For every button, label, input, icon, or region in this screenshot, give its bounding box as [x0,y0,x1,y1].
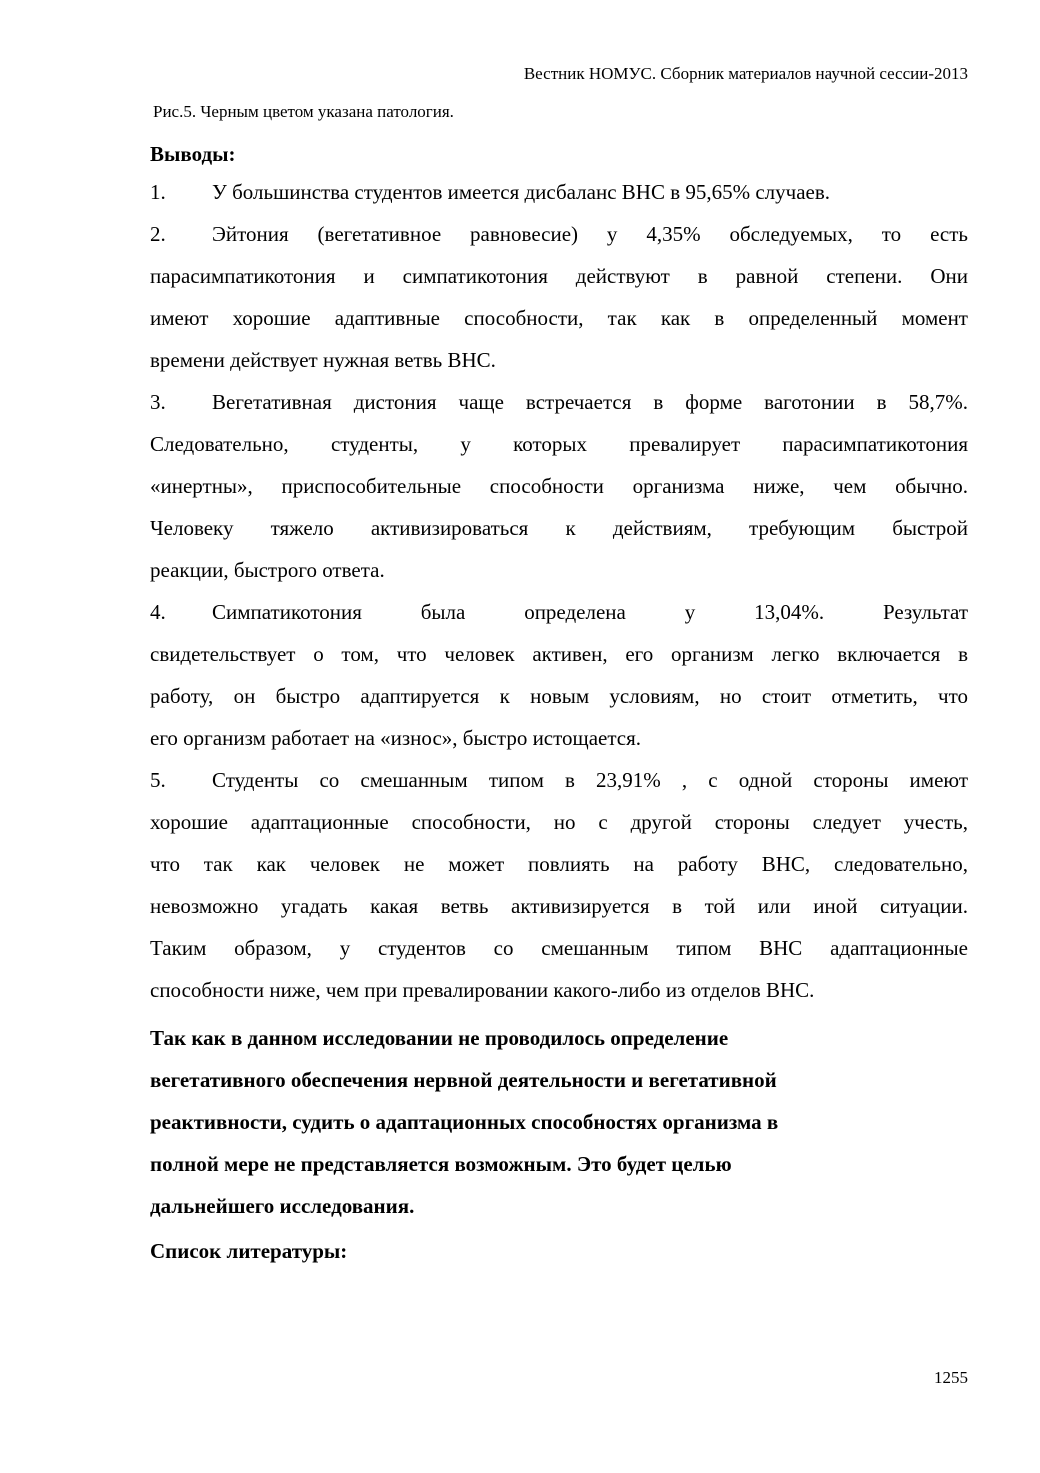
list-item-line: «инертны», приспособительные способности организма ниже, чем обычно. [150,474,968,498]
closing-line: реактивности, судить о адаптационных способностях организма в [150,1110,779,1134]
conclusions-heading: Выводы: [150,142,236,166]
list-item-line: времени действует нужная ветвь ВНС. [150,348,496,372]
list-item [150,591,968,759]
closing-line: Так как в данном исследовании не проводилось определение [150,1026,729,1050]
conclusions-list [150,171,968,1011]
references-heading: Список литературы: [150,1239,348,1263]
list-item-line: Следовательно, студенты, у которых превалирует парасимпатикотония [150,432,968,456]
list-item-line: способности ниже, чем при превалировании какого-либо из отделов ВНС. [150,978,815,1002]
list-item [150,213,968,381]
closing-statement [150,1017,910,1227]
list-item-number: 5. [150,768,166,792]
running-header: Вестник НОМУС. Сборник материалов научной сессии-2013 [523,64,968,83]
closing-line: вегетативного обеспечения нервной деятельности и вегетативной [150,1068,777,1092]
list-item-line: работу, он быстро адаптируется к новым условиям, но стоит отметить, что [150,684,968,708]
list-item-line: 5. Студенты со смешанным типом в 23,91% , с одной стороны имеют [150,759,968,801]
list-item-line: 4. Симпатикотония была определена у 13,04%. Результат [150,591,968,633]
list-item-line: 3. Вегетативная дистония чаще встречается в форме ваготонии в 58,7%. [150,381,968,423]
list-item-number: 4. [150,600,166,624]
list-item-line: Человеку тяжело активизироваться к действиям, требующим быстрой [150,516,968,540]
list-item-line: хорошие адаптационные способности, но с другой стороны следует учесть, [150,810,968,834]
closing-line: дальнейшего исследования. [150,1194,415,1218]
list-item-line: имеют хорошие адаптивные способности, так как в определенный момент [150,306,968,330]
list-item-number: 2. [150,222,166,246]
list-item-line: его организм работает на «износ», быстро истощается. [150,726,641,750]
list-item-number: 1. [150,180,166,204]
list-item-line: 1. У большинства студентов имеется дисбаланс ВНС в 95,65% случаев. [150,171,968,213]
list-item-line: реакции, быстрого ответа. [150,558,385,582]
list-item-line: свидетельствует о том, что человек активен, его организм легко включается в [150,642,968,666]
list-item [150,759,968,1011]
page-number: 1255 [934,1368,968,1387]
list-item [150,381,968,591]
list-item-number: 3. [150,390,166,414]
list-item [150,171,968,213]
figure-caption: Рис.5. Черным цветом указана патология. [153,102,454,121]
list-item-line: невозможно угадать какая ветвь активизируется в той или иной ситуации. [150,894,968,918]
closing-line: полной мере не представляется возможным. Это будет целью [150,1152,732,1176]
list-item-line: что так как человек не может повлиять на работу ВНС, следовательно, [150,852,968,876]
list-item-line: 2. Эйтония (вегетативное равновесие) у 4,35% обследуемых, то есть [150,213,968,255]
list-item-line: парасимпатикотония и симпатикотония действуют в равной степени. Они [150,264,968,288]
list-item-line: Таким образом, у студентов со смешанным типом ВНС адаптационные [150,936,968,960]
